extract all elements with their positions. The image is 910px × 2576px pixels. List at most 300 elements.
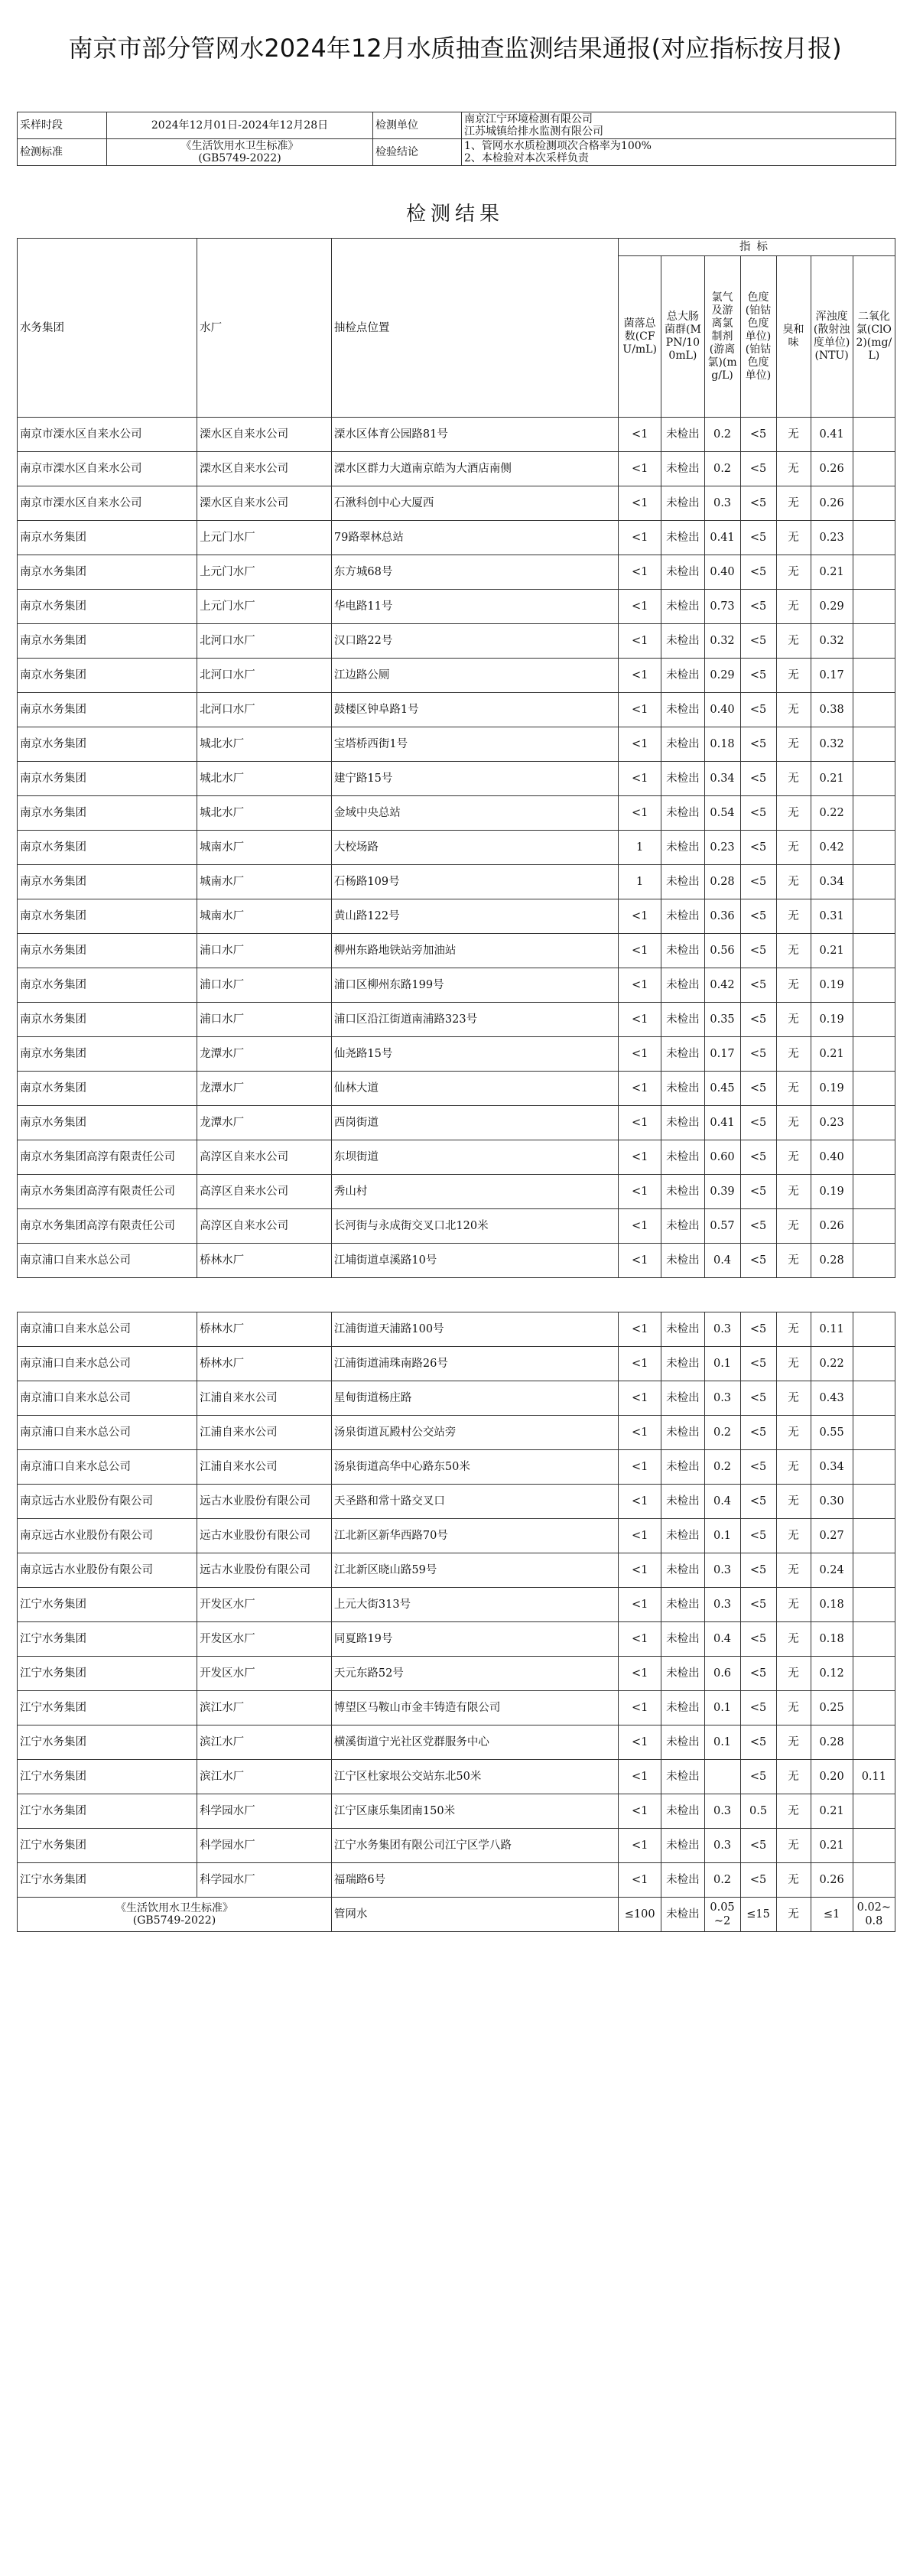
table-cell: <1	[619, 762, 661, 796]
table-cell: 浦口区柳州东路199号	[331, 968, 618, 1003]
table-cell: 未检出	[661, 1519, 704, 1553]
table-cell: 未检出	[661, 865, 704, 899]
table-cell: 0.35	[704, 1003, 740, 1037]
table-cell: <1	[619, 1209, 661, 1244]
gap-cell	[18, 1278, 895, 1312]
table-cell: 未检出	[661, 1106, 704, 1140]
table-cell: 南京水务集团	[18, 968, 197, 1003]
table-row	[18, 1106, 895, 1140]
table-cell: 上元大街313号	[331, 1588, 618, 1622]
table-cell: 0.22	[811, 1347, 853, 1381]
header-col: 臭和味	[776, 256, 811, 418]
table-cell: 0.2	[704, 1450, 740, 1485]
table-cell: 城北水厂	[197, 727, 332, 762]
table-cell: 未检出	[661, 1829, 704, 1863]
table-cell: 0.29	[704, 659, 740, 693]
standard-limit: ≤100	[619, 1898, 661, 1932]
table-cell: 浦口区沿江街道南浦路323号	[331, 1003, 618, 1037]
table-cell	[853, 452, 895, 486]
table-cell: 城北水厂	[197, 762, 332, 796]
table-cell: 南京水务集团高淳有限责任公司	[18, 1209, 197, 1244]
table-cell: 华电路11号	[331, 590, 618, 624]
table-cell: 无	[776, 899, 811, 934]
table-cell: 无	[776, 968, 811, 1003]
table-row	[18, 1003, 895, 1037]
table-cell: 0.34	[811, 865, 853, 899]
table-cell: 0.43	[811, 1381, 853, 1416]
table-row	[18, 624, 895, 659]
table-cell: 黄山路122号	[331, 899, 618, 934]
table-cell	[853, 1037, 895, 1072]
table-row	[18, 1622, 895, 1657]
header-col: 菌落总数(CFU/mL)	[619, 256, 661, 418]
table-cell: 高淳区自来水公司	[197, 1209, 332, 1244]
table-cell: 未检出	[661, 727, 704, 762]
table-cell: 无	[776, 1347, 811, 1381]
table-cell: 未检出	[661, 1622, 704, 1657]
table-cell: 0.26	[811, 1863, 853, 1898]
table-row	[18, 934, 895, 968]
table-cell: 江宁水务集团	[18, 1588, 197, 1622]
table-row	[18, 486, 895, 521]
header-col: 氯气及游离氯制剂(游离氯)(mg/L)	[704, 256, 740, 418]
table-cell: 未检出	[661, 1691, 704, 1725]
table-cell: 0.36	[704, 899, 740, 934]
table-cell: 桥林水厂	[197, 1312, 332, 1347]
table-cell: 未检出	[661, 1209, 704, 1244]
table-cell: 城南水厂	[197, 865, 332, 899]
table-cell: 上元门水厂	[197, 555, 332, 590]
table-cell: 无	[776, 1003, 811, 1037]
table-cell: 大校场路	[331, 831, 618, 865]
table-cell: 0.3	[704, 1829, 740, 1863]
table-cell: 0.41	[704, 521, 740, 555]
table-cell: 江浦街道浦珠南路26号	[331, 1347, 618, 1381]
standard-label: 检测标准	[18, 139, 107, 166]
table-cell: 未检出	[661, 1312, 704, 1347]
table-cell: 无	[776, 1725, 811, 1760]
table-cell: 北河口水厂	[197, 659, 332, 693]
section-title: 检测结果	[405, 203, 504, 226]
table-gap	[18, 1278, 895, 1312]
table-cell: 鼓楼区钟阜路1号	[331, 693, 618, 727]
table-cell	[853, 1829, 895, 1863]
table-cell: <1	[619, 1037, 661, 1072]
table-cell: <1	[619, 1794, 661, 1829]
table-row	[18, 521, 895, 555]
table-cell: <1	[619, 1657, 661, 1691]
table-cell: 无	[776, 486, 811, 521]
table-cell: <1	[619, 1519, 661, 1553]
table-cell: 滨江水厂	[197, 1691, 332, 1725]
standard-limit: 0.05~2	[704, 1898, 740, 1932]
table-cell: 未检出	[661, 1416, 704, 1450]
table-row	[18, 1416, 895, 1450]
table-cell: 无	[776, 659, 811, 693]
table-cell: <1	[619, 418, 661, 452]
conclusion-line: 2、本检验对本次采样负责	[464, 152, 589, 164]
header-group: 水务集团	[18, 239, 197, 418]
table-cell: 远古水业股份有限公司	[197, 1485, 332, 1519]
standard-name	[18, 1898, 332, 1932]
table-cell: 溧水区体育公园路81号	[331, 418, 618, 452]
table-cell: 高淳区自来水公司	[197, 1175, 332, 1209]
table-cell	[853, 1485, 895, 1519]
table-cell: <5	[740, 1381, 776, 1416]
table-cell: 石杨路109号	[331, 865, 618, 899]
table-cell: 上元门水厂	[197, 590, 332, 624]
table-cell: <5	[740, 693, 776, 727]
table-cell: 无	[776, 1760, 811, 1794]
table-cell: 桥林水厂	[197, 1244, 332, 1278]
standard-limit: 0.02~0.8	[853, 1898, 895, 1932]
table-cell: 城南水厂	[197, 831, 332, 865]
table-cell: 无	[776, 590, 811, 624]
table-cell: <5	[740, 1725, 776, 1760]
table-cell: 0.17	[704, 1037, 740, 1072]
table-cell: 未检出	[661, 1794, 704, 1829]
table-cell: 科学园水厂	[197, 1829, 332, 1863]
table-cell: 无	[776, 555, 811, 590]
table-cell: 未检出	[661, 1450, 704, 1485]
table-cell: 0.21	[811, 934, 853, 968]
table-cell: 开发区水厂	[197, 1588, 332, 1622]
table-cell: <1	[619, 555, 661, 590]
table-cell: <1	[619, 486, 661, 521]
table-cell: 0.39	[704, 1175, 740, 1209]
table-cell: 0.23	[811, 1106, 853, 1140]
table-cell: 未检出	[661, 1037, 704, 1072]
table-cell: <5	[740, 1416, 776, 1450]
table-cell	[853, 1381, 895, 1416]
table-cell: 南京浦口自来水总公司	[18, 1450, 197, 1485]
table-cell: <5	[740, 486, 776, 521]
period-value: 2024年12月01日-2024年12月28日	[107, 112, 373, 139]
table-cell: 无	[776, 934, 811, 968]
table-row	[18, 727, 895, 762]
table-cell: 江宁水务集团	[18, 1760, 197, 1794]
table-row	[18, 865, 895, 899]
table-cell: 西岗街道	[331, 1106, 618, 1140]
table-cell: <1	[619, 624, 661, 659]
table-cell: 石湫科创中心大厦西	[331, 486, 618, 521]
header-col: 浑浊度(散射浊度单位)(NTU)	[811, 256, 853, 418]
table-cell	[853, 1553, 895, 1588]
table-row	[18, 1553, 895, 1588]
table-cell: 无	[776, 693, 811, 727]
table-cell: 南京水务集团	[18, 1003, 197, 1037]
table-cell: 未检出	[661, 1657, 704, 1691]
table-cell: 未检出	[661, 659, 704, 693]
table-cell: 0.4	[704, 1244, 740, 1278]
table-cell: <5	[740, 1760, 776, 1794]
table-cell: 0.21	[811, 762, 853, 796]
table-cell	[853, 555, 895, 590]
standard-line: (GB5749-2022)	[198, 152, 281, 164]
table-cell: 0.30	[811, 1485, 853, 1519]
table-cell: <5	[740, 1657, 776, 1691]
table-row	[18, 659, 895, 693]
table-cell	[853, 1657, 895, 1691]
table-row	[18, 1381, 895, 1416]
table-cell: <5	[740, 831, 776, 865]
table-cell: 北河口水厂	[197, 624, 332, 659]
table-cell: 无	[776, 865, 811, 899]
table-cell	[853, 1312, 895, 1347]
table-cell: 南京浦口自来水总公司	[18, 1244, 197, 1278]
table-cell	[853, 1588, 895, 1622]
table-cell: <1	[619, 796, 661, 831]
table-cell: 建宁路15号	[331, 762, 618, 796]
conclusion-value	[462, 139, 896, 166]
header-col: 色度(铂钴色度单位)(铂钴色度单位)	[740, 256, 776, 418]
table-cell: 高淳区自来水公司	[197, 1140, 332, 1175]
table-row	[18, 1209, 895, 1244]
table-cell	[853, 659, 895, 693]
table-cell: 无	[776, 762, 811, 796]
table-cell: 0.27	[811, 1519, 853, 1553]
table-cell: 滨江水厂	[197, 1760, 332, 1794]
table-cell: 未检出	[661, 452, 704, 486]
table-cell: 未检出	[661, 1760, 704, 1794]
table-cell: 溧水区自来水公司	[197, 452, 332, 486]
table-cell: 博望区马鞍山市金丰铸造有限公司	[331, 1691, 618, 1725]
table-cell: 0.23	[811, 521, 853, 555]
standard-row	[18, 1898, 895, 1932]
table-cell: 南京水务集团	[18, 1106, 197, 1140]
table-cell: 南京水务集团	[18, 796, 197, 831]
table-cell: 江宁水务集团	[18, 1725, 197, 1760]
table-row	[18, 1175, 895, 1209]
table-cell: 无	[776, 452, 811, 486]
table-cell: 汤泉街道瓦殿村公交站旁	[331, 1416, 618, 1450]
table-cell: 江北新区新华西路70号	[331, 1519, 618, 1553]
table-cell: 无	[776, 418, 811, 452]
table-row	[18, 1794, 895, 1829]
table-cell: 未检出	[661, 1347, 704, 1381]
table-cell: 0.22	[811, 796, 853, 831]
table-cell: 0.21	[811, 555, 853, 590]
table-cell	[853, 727, 895, 762]
table-cell: 南京水务集团	[18, 521, 197, 555]
table-cell: 未检出	[661, 1588, 704, 1622]
table-cell: 南京水务集团	[18, 762, 197, 796]
table-cell: 江宁水务集团	[18, 1622, 197, 1657]
table-cell: 0.11	[853, 1760, 895, 1794]
table-cell: <5	[740, 521, 776, 555]
table-cell: 未检出	[661, 590, 704, 624]
table-cell: 0.4	[704, 1485, 740, 1519]
table-cell: <1	[619, 1106, 661, 1140]
table-cell: 宝塔桥西街1号	[331, 727, 618, 762]
table-cell	[853, 1622, 895, 1657]
table-cell: 江宁区杜家垠公交站东北50米	[331, 1760, 618, 1794]
table-cell: 南京市溧水区自来水公司	[18, 486, 197, 521]
table-cell: <5	[740, 968, 776, 1003]
table-cell: <5	[740, 1863, 776, 1898]
standard-site: 管网水	[331, 1898, 618, 1932]
table-cell: 南京水务集团	[18, 659, 197, 693]
table-cell	[704, 1760, 740, 1794]
table-cell: 城南水厂	[197, 899, 332, 934]
table-cell: <5	[740, 1140, 776, 1175]
table-cell: 无	[776, 1381, 811, 1416]
table-cell: <5	[740, 590, 776, 624]
table-cell: 0.17	[811, 659, 853, 693]
table-cell	[853, 1416, 895, 1450]
table-cell: <1	[619, 1140, 661, 1175]
table-cell: 0.24	[811, 1553, 853, 1588]
table-cell: 滨江水厂	[197, 1725, 332, 1760]
table-cell: 南京浦口自来水总公司	[18, 1381, 197, 1416]
table-cell: <1	[619, 1691, 661, 1725]
table-row	[18, 1760, 895, 1794]
table-cell: <1	[619, 1760, 661, 1794]
table-cell: 南京浦口自来水总公司	[18, 1312, 197, 1347]
table-cell: 0.56	[704, 934, 740, 968]
table-cell: 0.38	[811, 693, 853, 727]
table-cell: 横溪街道宁光社区党群服务中心	[331, 1725, 618, 1760]
table-cell: 0.32	[811, 727, 853, 762]
table-cell	[853, 865, 895, 899]
table-cell: <1	[619, 1553, 661, 1588]
table-cell: 南京浦口自来水总公司	[18, 1416, 197, 1450]
table-row	[18, 1485, 895, 1519]
table-row	[18, 1140, 895, 1175]
table-cell: <1	[619, 1863, 661, 1898]
table-cell: 无	[776, 1175, 811, 1209]
meta-row-standard	[18, 139, 896, 166]
table-cell: 无	[776, 624, 811, 659]
table-cell: 0.3	[704, 1381, 740, 1416]
table-cell: 南京水务集团	[18, 624, 197, 659]
table-cell: 未检出	[661, 1003, 704, 1037]
table-cell: 未检出	[661, 624, 704, 659]
table-cell: 0.19	[811, 1003, 853, 1037]
table-cell: 秀山村	[331, 1175, 618, 1209]
table-cell: 0.40	[811, 1140, 853, 1175]
table-cell: 南京水务集团	[18, 831, 197, 865]
table-cell: 未检出	[661, 521, 704, 555]
table-cell	[853, 418, 895, 452]
table-cell: 龙潭水厂	[197, 1037, 332, 1072]
table-cell: 上元门水厂	[197, 521, 332, 555]
table-cell: 0.2	[704, 418, 740, 452]
table-cell: <5	[740, 659, 776, 693]
table-row	[18, 1037, 895, 1072]
unit-label: 检测单位	[373, 112, 462, 139]
table-cell	[853, 1072, 895, 1106]
table-cell: <5	[740, 555, 776, 590]
header-col: 二氧化氯(ClO2)(mg/L)	[853, 256, 895, 418]
table-cell: 南京远古水业股份有限公司	[18, 1485, 197, 1519]
table-row	[18, 1829, 895, 1863]
standard-name-line: 《生活饮用水卫生标准》	[115, 1902, 233, 1914]
table-cell: 未检出	[661, 831, 704, 865]
table-cell: <5	[740, 865, 776, 899]
table-cell: 浦口水厂	[197, 934, 332, 968]
table-cell: 开发区水厂	[197, 1657, 332, 1691]
table-cell: 0.3	[704, 486, 740, 521]
table-cell: <1	[619, 693, 661, 727]
table-cell: 无	[776, 1416, 811, 1450]
table-cell: 1	[619, 831, 661, 865]
table-cell: 0.41	[811, 418, 853, 452]
table-cell: 江宁水务集团	[18, 1863, 197, 1898]
table-cell: 未检出	[661, 899, 704, 934]
standard-name-line: (GB5749-2022)	[132, 1914, 216, 1927]
table-cell: 0.11	[811, 1312, 853, 1347]
table-cell: 未检出	[661, 1863, 704, 1898]
table-cell: 无	[776, 1657, 811, 1691]
table-cell	[853, 1725, 895, 1760]
table-cell: 无	[776, 1244, 811, 1278]
table-cell	[853, 1175, 895, 1209]
table-cell: 未检出	[661, 968, 704, 1003]
table-row	[18, 1725, 895, 1760]
table-cell: 溧水区群力大道南京皓为大酒店南侧	[331, 452, 618, 486]
table-cell: 南京水务集团	[18, 727, 197, 762]
table-row	[18, 899, 895, 934]
table-cell: 南京远古水业股份有限公司	[18, 1553, 197, 1588]
table-cell: 无	[776, 1140, 811, 1175]
table-cell: 城北水厂	[197, 796, 332, 831]
table-cell: 未检出	[661, 1553, 704, 1588]
table-cell: 0.54	[704, 796, 740, 831]
table-cell: <1	[619, 659, 661, 693]
table-cell: 0.40	[704, 555, 740, 590]
table-cell: <1	[619, 899, 661, 934]
table-cell: <5	[740, 1312, 776, 1347]
table-cell: 无	[776, 1312, 811, 1347]
standard-limit: ≤1	[811, 1898, 853, 1932]
table-cell: 0.26	[811, 486, 853, 521]
table-cell: 溧水区自来水公司	[197, 486, 332, 521]
table-cell: 北河口水厂	[197, 693, 332, 727]
table-cell: 0.55	[811, 1416, 853, 1450]
table-cell: 无	[776, 1622, 811, 1657]
table-cell: 南京水务集团	[18, 1037, 197, 1072]
table-cell: 南京水务集团	[18, 1072, 197, 1106]
table-cell: 未检出	[661, 762, 704, 796]
table-cell: 远古水业股份有限公司	[197, 1519, 332, 1553]
standard-value	[107, 139, 373, 166]
table-cell: 0.31	[811, 899, 853, 934]
table-cell: 0.29	[811, 590, 853, 624]
table-cell	[853, 1209, 895, 1244]
table-cell	[853, 796, 895, 831]
table-cell: <1	[619, 1003, 661, 1037]
table-cell: 0.3	[704, 1588, 740, 1622]
table-cell: <5	[740, 418, 776, 452]
table-cell: 无	[776, 1553, 811, 1588]
table-cell: <5	[740, 1553, 776, 1588]
table-cell: <5	[740, 1347, 776, 1381]
table-row	[18, 1450, 895, 1485]
table-row	[18, 831, 895, 865]
table-cell: 0.21	[811, 1829, 853, 1863]
table-cell: 江宁水务集团	[18, 1829, 197, 1863]
table-cell: 0.1	[704, 1519, 740, 1553]
table-cell: <1	[619, 590, 661, 624]
table-cell: 未检出	[661, 1072, 704, 1106]
table-cell	[853, 1519, 895, 1553]
header-plant: 水厂	[197, 239, 332, 418]
table-cell: <5	[740, 1519, 776, 1553]
meta-row-period	[18, 112, 896, 139]
table-cell: <1	[619, 1450, 661, 1485]
conclusion-line: 1、管网水水质检测项次合格率为100%	[464, 140, 652, 152]
